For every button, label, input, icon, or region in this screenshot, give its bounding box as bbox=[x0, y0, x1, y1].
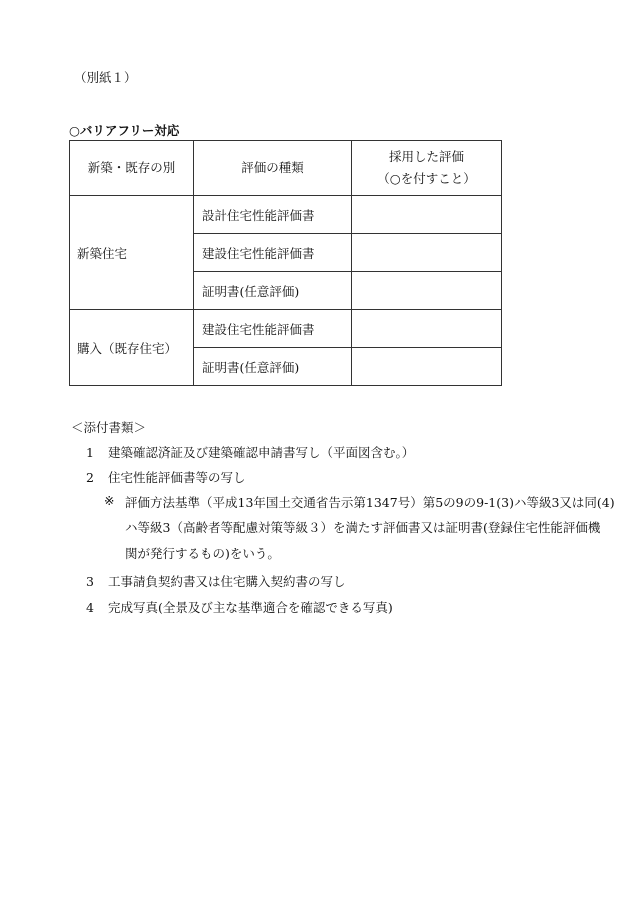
header-evaluation-type: 評価の種類 bbox=[194, 141, 352, 196]
adopted-mark-cell[interactable] bbox=[352, 234, 502, 272]
note-line-3: 関が発行するもの)をいう。 bbox=[125, 546, 280, 561]
category-purchase-existing: 購入（既存住宅） bbox=[70, 310, 194, 386]
header-adopted-line1: 採用した評価 bbox=[388, 149, 464, 164]
eval-type-cell: 証明書(任意評価) bbox=[194, 348, 352, 386]
note-mark: ※ bbox=[104, 493, 115, 508]
list-item bbox=[86, 443, 414, 461]
eval-type-cell: 建設住宅性能評価書 bbox=[194, 310, 352, 348]
eval-type-cell: 証明書(任意評価) bbox=[194, 272, 352, 310]
list-item bbox=[86, 468, 246, 486]
list-item bbox=[86, 572, 346, 590]
table-header-row bbox=[70, 141, 502, 196]
header-new-existing: 新築・既存の別 bbox=[70, 141, 194, 196]
item-number: 3 bbox=[86, 574, 94, 589]
adopted-mark-cell[interactable] bbox=[352, 272, 502, 310]
adopted-mark-cell[interactable] bbox=[352, 310, 502, 348]
item-text: 工事請負契約書又は住宅購入契約書の写し bbox=[108, 574, 346, 589]
evaluation-table bbox=[69, 140, 502, 386]
attachment-label: （別紙１） bbox=[74, 70, 137, 85]
eval-type-cell: 建設住宅性能評価書 bbox=[194, 234, 352, 272]
category-new-house: 新築住宅 bbox=[70, 196, 194, 310]
note-line-1: 評価方法基準（平成13年国土交通省告示第1347号）第5の9の9-1(3)ハ等級3又は同(4) bbox=[125, 495, 615, 510]
item-number: 4 bbox=[86, 600, 94, 615]
section-title: ○バリアフリー対応 bbox=[69, 123, 180, 138]
item-number: 1 bbox=[86, 445, 94, 460]
item-text: 完成写真(全景及び主な基準適合を確認できる写真) bbox=[108, 600, 393, 615]
table-row bbox=[70, 310, 502, 348]
adopted-mark-cell[interactable] bbox=[352, 196, 502, 234]
header-adopted-evaluation bbox=[352, 141, 502, 196]
note-line-2: ハ等級3（高齢者等配慮対策等級３）を満たす評価書又は証明書(登録住宅性能評価機 bbox=[125, 520, 601, 535]
header-adopted-line2: （○を付すこと） bbox=[377, 171, 476, 186]
attachments-heading: ＜添付書類＞ bbox=[71, 420, 147, 435]
eval-type-cell: 設計住宅性能評価書 bbox=[194, 196, 352, 234]
table-row bbox=[70, 196, 502, 234]
item-text: 住宅性能評価書等の写し bbox=[108, 470, 246, 485]
item-number: 2 bbox=[86, 470, 94, 485]
list-item bbox=[86, 598, 393, 616]
adopted-mark-cell[interactable] bbox=[352, 348, 502, 386]
item-text: 建築確認済証及び建築確認申請書写し（平面図含む。） bbox=[108, 445, 415, 460]
